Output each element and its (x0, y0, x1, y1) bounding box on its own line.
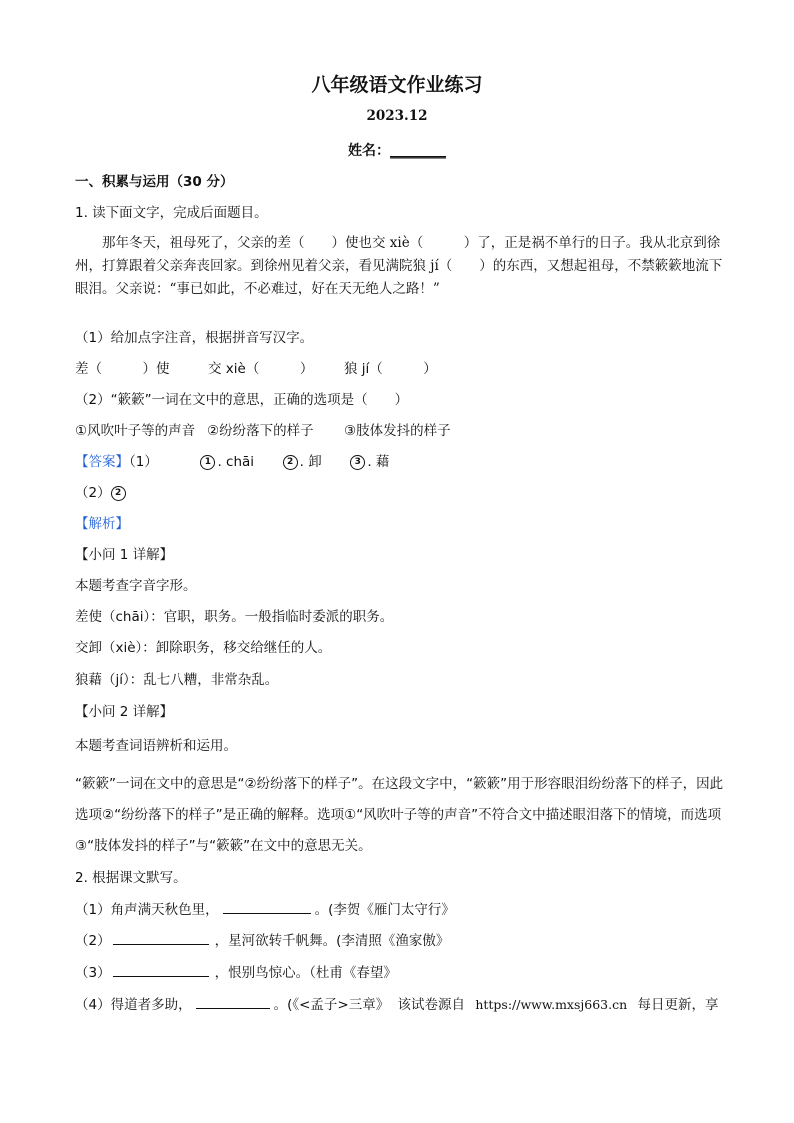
option-2: ②纷纷落下的样子 (207, 423, 314, 439)
answer-num-1: 1 (200, 455, 215, 470)
analysis-label: 【解析】 (75, 516, 129, 532)
blank-b: 交 xiè（ ） (208, 361, 314, 377)
analysis-sub1-line2: 差使（chāi）：官职，职务。一般指临时委派的职务。 (75, 609, 394, 625)
answer-label: 【答案】 (75, 454, 129, 470)
analysis-sub1-line4: 狼藉（jí）：乱七八糟，非常杂乱。 (75, 672, 279, 688)
recite-1-prefix: （1）角声满天秋色里， (75, 902, 219, 918)
recite-line-1 (75, 899, 455, 920)
recite-line-4 (75, 994, 718, 1015)
recite-2-source: ，星河欲转千帆舞。(李清照《渔家傲》 (214, 933, 450, 949)
question-1-sub1: （1）给加点字注音，根据拼音写汉字。 (75, 330, 314, 346)
recite-3-prefix: （3） (75, 965, 111, 981)
answer-num-3: 3 (350, 455, 365, 470)
analysis-sub2-heading: 【小问 2 详解】 (75, 704, 174, 720)
answer-item-1: . chāi (217, 454, 255, 470)
recite-2-prefix: （2） (75, 933, 111, 949)
analysis-sub1-line3: 交卸（xiè）：卸除职务，移交给继任的人。 (75, 640, 332, 656)
answer-item-3: . 藉 (367, 454, 390, 470)
recite-2-blank[interactable] (113, 930, 209, 945)
recite-line-2 (75, 930, 449, 951)
recite-4-prefix: （4）得道者多助， (75, 997, 192, 1013)
answer-item-2: . 卸 (299, 454, 322, 470)
watermark-url[interactable]: https://www.mxsj663.cn (475, 997, 628, 1012)
watermark-prefix: 该试卷源自 (397, 997, 466, 1013)
analysis-sub2-paragraph: “簌簌”一词在文中的意思是“②纷纷落下的样子”。在这段文字中，“簌簌”用于形容眼泪纷纷落下的样子，因此选项②“纷纷落下的样子”是正确的解释。选项①“风吹叶子等的声音”不符合文中描述眼泪落下的情境，而选项③“肢体发抖的样子”与“簌簌”在文中的意思无关。 (75, 776, 724, 854)
watermark-suffix: 每日更新，享 (637, 997, 719, 1013)
analysis-sub1-line1: 本题考查字音字形。 (75, 578, 197, 594)
name-blank: ________ (390, 143, 446, 159)
analysis-sub2-line1: 本题考查词语辨析和运用。 (75, 738, 237, 754)
answer-num-2: 2 (283, 455, 298, 470)
page-title: 八年级语文作业练习 (311, 74, 483, 96)
recite-1-source: 。(李贺《雁门太守行》 (314, 902, 455, 918)
question-1-stem: 1. 读下面文字，完成后面题目。 (75, 205, 268, 221)
answer-line-1 (75, 452, 389, 472)
date-line: 2023.12 (366, 108, 428, 124)
answer-part2-num: 2 (111, 486, 126, 501)
option-1: ①风吹叶子等的声音 (75, 423, 196, 439)
section-heading: 一、积累与运用（30 分） (75, 174, 234, 190)
question-1-sub2: （2）“簌簌”一词在文中的意思，正确的选项是（ ） (75, 392, 409, 408)
recite-3-source: ，恨别鸟惊心。（杜甫《春望》 (214, 965, 397, 981)
question-1-passage: 那年冬天，祖母死了，父亲的差（ ）使也交 xiè（ ）了，正是祸不单行的日子。我从北京到徐州，打算跟着父亲奔丧回家。到徐州见着父亲，看见满院狼 jí（ ）的东西，又想起祖母，不禁簌簌地流下眼泪。父亲说：“事已如此，不必难过，好在天无绝人之路！” (75, 235, 723, 297)
name-line (0, 140, 794, 160)
option-3: ③肢体发抖的样子 (344, 423, 451, 439)
recite-1-blank[interactable] (223, 899, 311, 914)
blank-a: 差（ ）使 (75, 361, 170, 377)
recite-3-blank[interactable] (113, 962, 209, 977)
answer-line-2 (75, 483, 128, 503)
recite-line-3 (75, 962, 397, 983)
analysis-sub1-heading: 【小问 1 详解】 (75, 547, 174, 563)
question-2-stem: 2. 根据课文默写。 (75, 870, 187, 886)
blank-c: 狼 jí（ ） (344, 361, 437, 377)
answer-part2-prefix: （2） (75, 485, 111, 501)
recite-4-source: 。(《<孟子>三章》 (273, 997, 390, 1013)
name-label: 姓名： (348, 143, 390, 159)
recite-4-blank[interactable] (196, 994, 270, 1009)
answer-part1-prefix: （1） (129, 454, 158, 470)
